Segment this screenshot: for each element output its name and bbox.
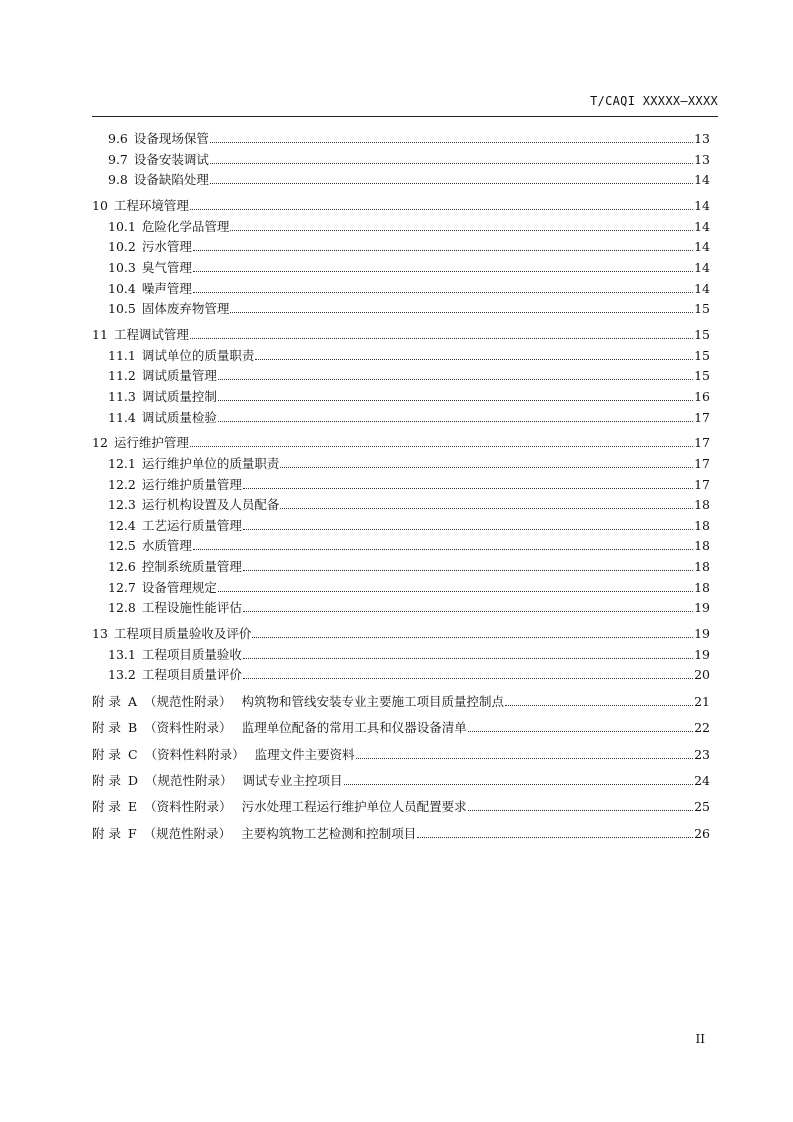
toc-entry-title: 运行维护管理 (113, 435, 189, 451)
toc-entry[interactable] (92, 387, 710, 408)
toc-entry[interactable] (92, 237, 710, 258)
header-rule (92, 116, 718, 117)
toc-entry-title: 水质管理 (141, 538, 192, 554)
appendix-letter: C (127, 746, 138, 762)
appendix-letter: E (127, 799, 138, 815)
toc-entry-page: 19 (694, 626, 710, 642)
toc-appendices (92, 692, 710, 845)
toc-entry-title: 运行维护质量管理 (141, 476, 242, 492)
dot-leader (230, 230, 693, 231)
toc-entry[interactable] (92, 536, 710, 557)
dot-leader (190, 338, 693, 339)
appendix-kind: （资料性附录） (144, 720, 232, 736)
toc-entry-page: 18 (694, 517, 710, 533)
toc-entry-title: 污水管理 (141, 239, 192, 255)
appendix-kind: （资料性料附录） (144, 746, 245, 762)
toc-entry-page: 14 (694, 198, 710, 214)
toc-entry-title: 臭气管理 (141, 259, 192, 275)
toc-entry-page: 20 (694, 667, 710, 683)
appendix-kind: （规范性附录） (144, 693, 232, 709)
toc-entry[interactable] (92, 299, 710, 320)
appendix-prefix: 附 录 (92, 825, 121, 841)
toc-entry-number: 12.2 (108, 476, 136, 492)
toc-entry-number: 12.3 (108, 497, 136, 513)
dot-leader (190, 209, 693, 210)
toc-entry-title: 工程项目质量评价 (141, 667, 242, 683)
appendix-title: 监理单位配备的常用工具和仪器设备清单 (241, 720, 467, 736)
toc-entry-page: 19 (694, 600, 710, 616)
dot-leader (218, 379, 693, 380)
toc-entry-page: 13 (694, 151, 710, 167)
dot-leader (210, 163, 693, 164)
toc-entry-number: 10 (92, 198, 108, 214)
table-of-contents (92, 129, 710, 844)
dot-leader (255, 359, 693, 360)
toc-entry-page: 15 (694, 327, 710, 343)
toc-entry[interactable] (92, 495, 710, 516)
toc-entry-page: 15 (694, 347, 710, 363)
toc-entry-page: 14 (694, 172, 710, 188)
toc-appendix-entry[interactable] (92, 718, 710, 739)
toc-appendix-entry[interactable] (92, 797, 710, 818)
toc-entry-title: 控制系统质量管理 (141, 559, 242, 575)
appendix-page: 23 (694, 746, 710, 762)
appendix-kind: （规范性附录） (145, 772, 233, 788)
dot-leader (280, 508, 693, 509)
appendix-page: 21 (694, 693, 710, 709)
toc-entry[interactable] (92, 408, 710, 429)
appendix-page: 22 (694, 720, 710, 736)
toc-entry-page: 13 (694, 131, 710, 146)
toc-entry-number: 9.8 (108, 172, 128, 188)
toc-entry-number: 12.4 (108, 517, 136, 533)
toc-entry-title: 工程设施性能评估 (141, 600, 242, 616)
appendix-prefix: 附 录 (92, 693, 121, 709)
appendix-kind: （规范性附录） (143, 825, 232, 841)
toc-entry-title: 运行维护单位的质量职责 (141, 456, 280, 472)
appendix-title: 调试专业主控项目 (242, 772, 343, 788)
appendix-letter: A (127, 693, 138, 709)
toc-entry[interactable] (92, 557, 710, 578)
toc-entries (92, 129, 710, 686)
toc-entry-title: 工程项目质量验收及评价 (113, 626, 252, 642)
toc-entry-page: 15 (694, 301, 710, 317)
toc-entry-title: 设备缺陷处理 (133, 172, 209, 188)
dot-leader (252, 637, 693, 638)
toc-entry[interactable] (92, 325, 710, 346)
dot-leader (230, 312, 693, 313)
appendix-title: 污水处理工程运行维护单位人员配置要求 (241, 799, 467, 815)
dot-leader (218, 421, 693, 422)
toc-entry-page: 17 (694, 409, 710, 425)
toc-appendix-entry[interactable] (92, 745, 710, 766)
appendix-prefix: 附 录 (92, 720, 121, 736)
toc-entry-title: 运行机构设置及人员配备 (141, 497, 280, 513)
dot-leader (210, 142, 693, 143)
toc-entry-title: 调试单位的质量职责 (141, 347, 255, 363)
toc-entry[interactable] (92, 150, 710, 171)
dot-leader (218, 591, 693, 592)
dot-leader (468, 731, 693, 732)
appendix-prefix: 附 录 (92, 746, 121, 762)
toc-entry[interactable] (92, 129, 710, 150)
toc-entry-page: 17 (694, 476, 710, 492)
toc-entry[interactable] (92, 454, 710, 475)
toc-entry-number: 10.3 (108, 259, 136, 275)
toc-entry-number: 11.4 (108, 409, 136, 425)
dot-leader (344, 784, 694, 785)
toc-entry-number: 12.5 (108, 538, 136, 554)
dot-leader (218, 400, 693, 401)
toc-entry-number: 10.1 (108, 218, 136, 234)
appendix-page: 24 (694, 772, 710, 788)
toc-entry[interactable] (92, 645, 710, 666)
toc-entry-page: 18 (694, 538, 710, 554)
toc-entry[interactable] (92, 665, 710, 686)
toc-entry-number: 10.4 (108, 280, 136, 296)
appendix-title: 构筑物和管线安装专业主要施工项目质量控制点 (241, 693, 505, 709)
toc-appendix-entry[interactable] (92, 771, 710, 792)
toc-entry-title: 工程调试管理 (113, 327, 189, 343)
dot-leader (193, 549, 693, 550)
toc-entry[interactable] (92, 196, 710, 217)
toc-entry[interactable] (92, 279, 710, 300)
toc-entry-page: 19 (694, 646, 710, 662)
dot-leader (356, 758, 694, 759)
toc-entry-page: 16 (694, 388, 710, 404)
dot-leader (190, 446, 693, 447)
toc-entry-number: 12.1 (108, 456, 136, 472)
toc-entry-page: 18 (694, 559, 710, 575)
appendix-page: 25 (694, 799, 710, 815)
toc-entry-page: 14 (694, 239, 710, 255)
toc-entry-number: 12 (92, 435, 108, 451)
dot-leader (243, 611, 693, 612)
dot-leader (417, 837, 693, 838)
dot-leader (193, 250, 693, 251)
toc-entry-number: 13 (92, 626, 108, 642)
toc-entry-page: 18 (694, 579, 710, 595)
appendix-prefix: 附 录 (92, 799, 121, 815)
toc-entry[interactable] (92, 475, 710, 496)
toc-entry-number: 12.7 (108, 579, 136, 595)
dot-leader (193, 292, 693, 293)
toc-entry[interactable] (92, 624, 710, 645)
dot-leader (193, 271, 693, 272)
toc-entry-number: 9.7 (108, 151, 128, 167)
toc-entry-title: 设备现场保管 (133, 131, 209, 146)
toc-entry-page: 14 (694, 259, 710, 275)
toc-entry-page: 17 (694, 435, 710, 451)
toc-entry-page: 18 (694, 497, 710, 513)
appendix-prefix: 附 录 (92, 772, 121, 788)
toc-appendix-entry[interactable] (92, 692, 710, 713)
toc-entry-number: 11 (92, 327, 108, 343)
toc-entry[interactable] (92, 598, 710, 619)
dot-leader (243, 488, 693, 489)
page-number: II (695, 1032, 705, 1046)
toc-entry-number: 12.8 (108, 600, 136, 616)
toc-entry-number: 11.3 (108, 388, 136, 404)
dot-leader (505, 705, 693, 706)
toc-entry-number: 10.5 (108, 301, 136, 317)
toc-entry-title: 调试质量管理 (141, 368, 217, 384)
appendix-letter: D (127, 772, 139, 788)
toc-entry-title: 工艺运行质量管理 (141, 517, 242, 533)
dot-leader (243, 658, 693, 659)
document-code: T/CAQI XXXXX—XXXX (590, 94, 718, 108)
appendix-page: 26 (694, 825, 710, 841)
toc-entry-title: 设备管理规定 (141, 579, 217, 595)
toc-entry-title: 设备安装调试 (133, 151, 209, 167)
toc-entry[interactable] (92, 258, 710, 279)
toc-appendix-entry[interactable] (92, 824, 710, 845)
toc-entry[interactable] (92, 346, 710, 367)
appendix-title: 监理文件主要资料 (254, 746, 355, 762)
toc-entry[interactable] (92, 433, 710, 454)
toc-entry-number: 13.1 (108, 646, 136, 662)
toc-entry-title: 工程环境管理 (113, 198, 189, 214)
dot-leader (243, 678, 693, 679)
toc-entry[interactable] (92, 170, 710, 191)
toc-entry-page: 14 (694, 280, 710, 296)
dot-leader (243, 570, 693, 571)
toc-entry-number: 11.1 (108, 347, 136, 363)
toc-entry-number: 10.2 (108, 239, 136, 255)
toc-entry[interactable] (92, 366, 710, 387)
toc-entry-number: 9.6 (108, 131, 128, 146)
dot-leader (468, 810, 693, 811)
dot-leader (210, 183, 693, 184)
toc-entry-title: 调试质量检验 (141, 409, 217, 425)
toc-entry-number: 13.2 (108, 667, 136, 683)
toc-entry[interactable] (92, 578, 710, 599)
toc-entry-title: 工程项目质量验收 (141, 646, 242, 662)
appendix-letter: F (127, 825, 137, 841)
toc-entry-title: 危险化学品管理 (141, 218, 230, 234)
toc-entry-number: 12.6 (108, 559, 136, 575)
toc-entry-title: 调试质量控制 (141, 388, 217, 404)
toc-entry[interactable] (92, 516, 710, 537)
toc-entry-page: 14 (694, 218, 710, 234)
appendix-kind: （资料性附录） (144, 799, 232, 815)
appendix-title: 主要构筑物工艺检测和控制项目 (241, 825, 417, 841)
toc-entry-page: 15 (694, 368, 710, 384)
toc-entry-title: 固体废弃物管理 (141, 301, 230, 317)
dot-leader (280, 467, 693, 468)
toc-entry-page: 17 (694, 456, 710, 472)
appendix-letter: B (127, 720, 138, 736)
toc-entry[interactable] (92, 217, 710, 238)
dot-leader (243, 529, 693, 530)
toc-entry-title: 噪声管理 (141, 280, 192, 296)
toc-entry-number: 11.2 (108, 368, 136, 384)
